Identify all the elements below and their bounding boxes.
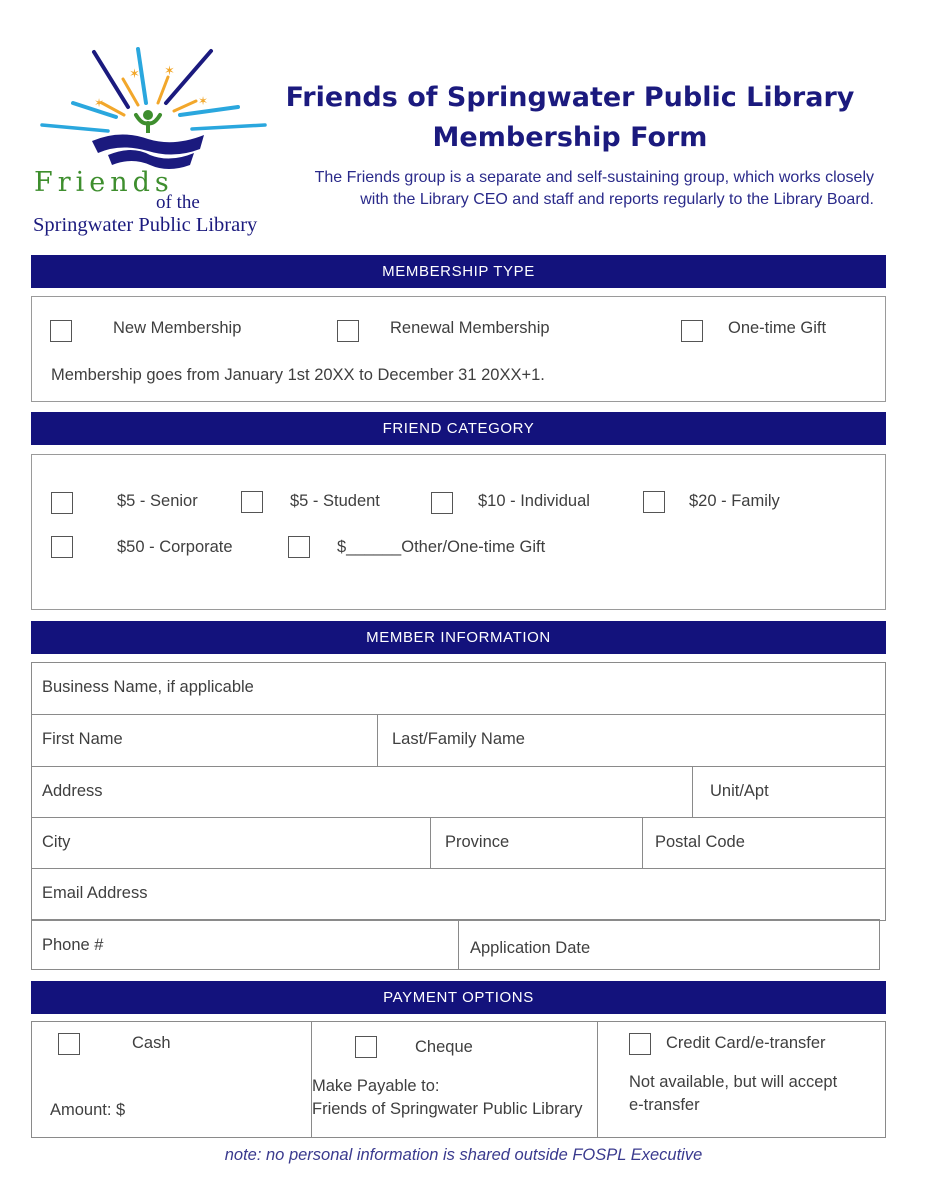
starburst-icon: [28, 45, 278, 170]
first-name-label: First Name: [42, 730, 123, 748]
payable-to-label: Make Payable to:: [312, 1077, 440, 1095]
student-label: $5 - Student: [290, 492, 380, 510]
credit-label: Credit Card/e-transfer: [666, 1034, 826, 1052]
other-gift-checkbox[interactable]: [288, 536, 310, 558]
city-field[interactable]: [31, 817, 431, 869]
credit-note-line-2: e-transfer: [629, 1096, 700, 1114]
intro-line-2: with the Library CEO and staff and reports regularly to the Library Board.: [360, 191, 874, 208]
new-membership-checkbox[interactable]: [50, 320, 72, 342]
family-checkbox[interactable]: [643, 491, 665, 513]
membership-type-box: [31, 296, 886, 402]
student-checkbox[interactable]: [241, 491, 263, 513]
svg-text:✶: ✶: [129, 66, 140, 81]
membership-period-note: Membership goes from January 1st 20XX to December 31 20XX+1.: [51, 366, 545, 384]
page-title: [265, 78, 875, 158]
svg-text:✶: ✶: [198, 94, 209, 108]
credit-note-line-1: Not available, but will accept: [629, 1073, 838, 1091]
renewal-membership-checkbox[interactable]: [337, 320, 359, 342]
province-field[interactable]: [430, 817, 643, 869]
unit-apt-label: Unit/Apt: [710, 782, 769, 800]
unit-apt-field[interactable]: [692, 766, 886, 818]
renewal-membership-label: Renewal Membership: [390, 319, 550, 337]
payment-options-heading: PAYMENT OPTIONS: [31, 981, 886, 1014]
title-line-2: Membership Form: [432, 122, 708, 153]
other-gift-label: $______Other/One-time Gift: [337, 538, 546, 556]
member-information-heading: MEMBER INFORMATION: [31, 621, 886, 654]
corporate-label: $50 - Corporate: [117, 538, 233, 556]
logo-library-text: Springwater Public Library: [33, 214, 258, 236]
library-logo: [28, 45, 278, 245]
one-time-gift-label: One-time Gift: [728, 319, 827, 337]
individual-label: $10 - Individual: [478, 492, 590, 510]
intro-line-1: The Friends group is a separate and self-sustaining group, which works closely: [314, 169, 874, 186]
cheque-label: Cheque: [415, 1038, 473, 1056]
email-label: Email Address: [42, 884, 148, 902]
phone-label: Phone #: [42, 936, 104, 954]
first-name-field[interactable]: [31, 714, 378, 767]
logo-ofthe-text: of the: [156, 192, 200, 213]
corporate-checkbox[interactable]: [51, 536, 73, 558]
credit-checkbox[interactable]: [629, 1033, 651, 1055]
last-name-label: Last/Family Name: [392, 730, 525, 748]
business-name-field[interactable]: [31, 662, 886, 715]
postal-code-label: Postal Code: [655, 833, 745, 851]
svg-text:✶: ✶: [164, 63, 175, 78]
svg-text:✶: ✶: [94, 96, 105, 110]
friend-category-heading: FRIEND CATEGORY: [31, 412, 886, 445]
cash-label: Cash: [132, 1034, 171, 1052]
cash-checkbox[interactable]: [58, 1033, 80, 1055]
intro-text: [260, 167, 874, 211]
phone-field[interactable]: [31, 919, 459, 970]
city-label: City: [42, 833, 71, 851]
senior-label: $5 - Senior: [117, 492, 198, 510]
individual-checkbox[interactable]: [431, 492, 453, 514]
last-name-field[interactable]: [377, 714, 886, 767]
application-date-label: Application Date: [470, 939, 591, 957]
one-time-gift-checkbox[interactable]: [681, 320, 703, 342]
new-membership-label: New Membership: [113, 319, 242, 337]
privacy-note: note: no personal information is shared outside FOSPL Executive: [224, 1146, 703, 1164]
membership-type-heading: MEMBERSHIP TYPE: [31, 255, 886, 288]
province-label: Province: [445, 833, 510, 851]
business-name-label: Business Name, if applicable: [42, 678, 254, 696]
postal-code-field[interactable]: [642, 817, 886, 869]
payable-to-name: Friends of Springwater Public Library: [312, 1100, 583, 1118]
family-label: $20 - Family: [689, 492, 780, 510]
friend-category-box: [31, 454, 886, 610]
amount-label: Amount: $: [50, 1101, 126, 1119]
application-date-field[interactable]: [458, 919, 880, 970]
cheque-checkbox[interactable]: [355, 1036, 377, 1058]
address-label: Address: [42, 782, 103, 800]
address-field[interactable]: [31, 766, 693, 818]
logo-friends-text: Friends: [34, 167, 174, 198]
email-field[interactable]: [31, 868, 886, 921]
senior-checkbox[interactable]: [51, 492, 73, 514]
title-line-1: Friends of Springwater Public Library: [285, 82, 855, 113]
